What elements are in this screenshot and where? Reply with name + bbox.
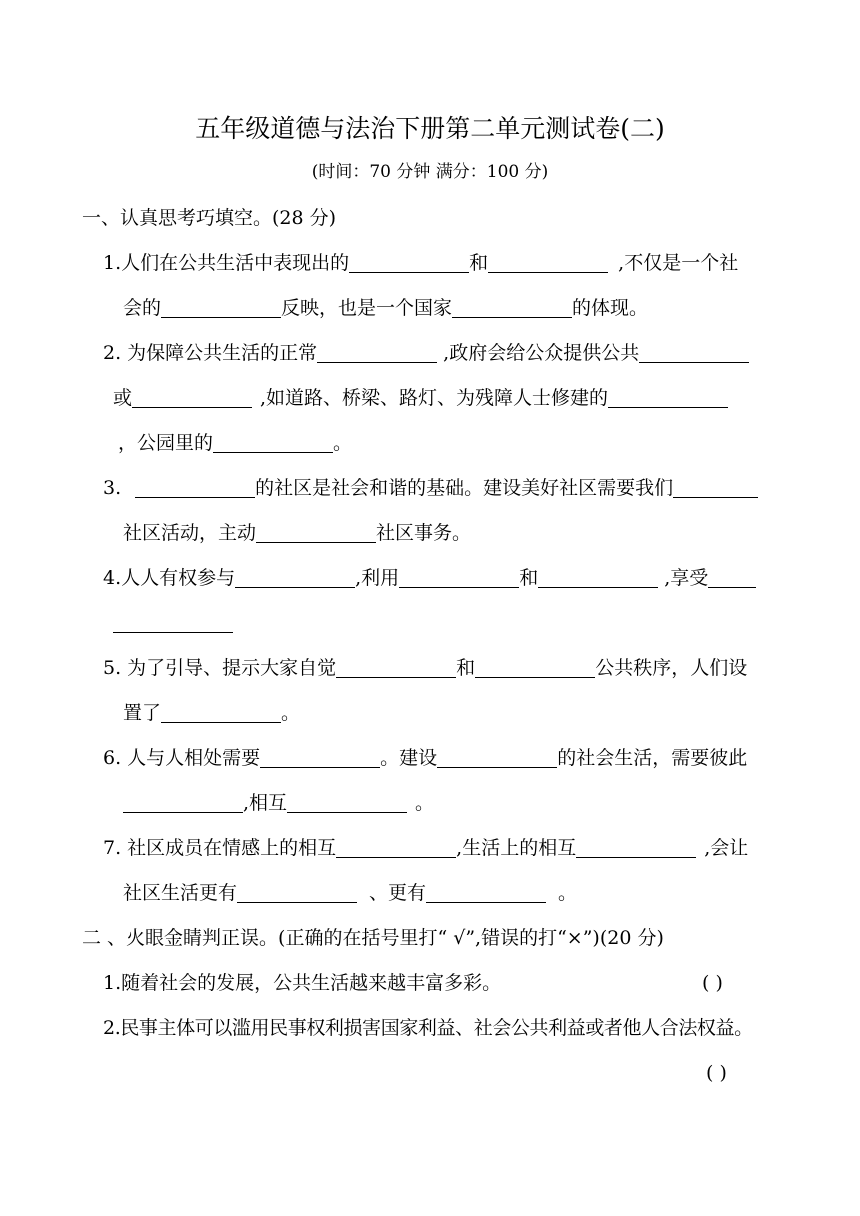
question-3-line-2	[123, 521, 471, 545]
q6-text-b: 。建设	[380, 747, 438, 769]
answer-blank[interactable]	[235, 567, 355, 588]
question-1-line-2	[123, 296, 648, 320]
answer-blank[interactable]	[213, 432, 333, 453]
q5-text-e: 。	[281, 702, 301, 724]
q5-text-b: 和	[456, 657, 476, 679]
answer-blank[interactable]	[256, 522, 376, 543]
q1-text-d: 会的	[123, 297, 162, 319]
answer-blank[interactable]	[132, 387, 252, 408]
q2-text-a: 2. 为保障公共生活的正常	[103, 342, 318, 364]
answer-blank[interactable]	[437, 747, 557, 768]
answer-blank[interactable]	[317, 342, 437, 363]
q6-text-d: ,相互	[243, 792, 288, 814]
question-1-line-1	[103, 251, 738, 275]
answer-blank[interactable]	[426, 882, 546, 903]
q2-text-c: 或	[113, 387, 133, 409]
answer-blank[interactable]	[336, 657, 456, 678]
judge-question-2: 2.民事主体可以滥用民事权利损害国家利益、社会公共利益或者他人合法权益。	[103, 1017, 753, 1039]
section2-heading: 二 、火眼金睛判正误。(正确的在括号里打“ √”,错误的打“×”)(20 分)	[82, 927, 664, 949]
q3-text-b: 的社区是社会和谐的基础。建设美好社区需要我们	[255, 477, 674, 499]
q3-text-c: 社区活动，主动	[123, 522, 257, 544]
page-title: 五年级道德与法治下册第二单元测试卷(二)	[195, 114, 665, 143]
answer-blank[interactable]	[349, 252, 469, 273]
answer-blank[interactable]	[399, 567, 519, 588]
q2-text-b: ,政府会给公众提供公共	[443, 342, 640, 364]
question-4-line-1	[103, 566, 756, 590]
q5-text-d: 置了	[123, 702, 162, 724]
answer-blank[interactable]	[336, 837, 456, 858]
q7-text-c: ,会让	[704, 837, 749, 859]
section1-heading: 一、认真思考巧填空。(28 分)	[82, 207, 337, 229]
answer-blank[interactable]	[113, 612, 233, 633]
question-2-line-1	[103, 341, 749, 365]
q6-text-e: 。	[415, 792, 435, 814]
q2-text-e: ，公园里的	[118, 432, 214, 454]
q2-text-d: ,如道路、桥梁、路灯、为残障人士修建的	[260, 387, 609, 409]
exam-info: (时间：70 分钟 满分：100 分)	[311, 162, 549, 182]
answer-blank[interactable]	[260, 747, 380, 768]
q6-text-c: 的社会生活，需要彼此	[557, 747, 748, 769]
question-6-line-1	[103, 746, 747, 770]
answer-parentheses[interactable]: ( )	[706, 1062, 727, 1084]
answer-blank[interactable]	[452, 297, 572, 318]
answer-blank[interactable]	[538, 567, 658, 588]
question-7-line-1	[103, 836, 748, 860]
answer-parentheses[interactable]: ( )	[702, 972, 723, 994]
answer-blank[interactable]	[488, 252, 608, 273]
q4-text-a: 4.人人有权参与	[103, 567, 236, 589]
q3-text-a: 3.	[103, 477, 122, 499]
answer-blank[interactable]	[673, 477, 758, 498]
answer-blank[interactable]	[287, 792, 407, 813]
q5-text-a: 5. 为了引导、提示大家自觉	[103, 657, 337, 679]
question-2-line-2	[113, 386, 728, 410]
q4-text-b: ,利用	[355, 567, 400, 589]
q2-text-f: 。	[333, 432, 353, 454]
answer-blank[interactable]	[161, 297, 281, 318]
answer-blank[interactable]	[708, 567, 756, 588]
question-7-line-2	[123, 881, 577, 905]
answer-blank[interactable]	[639, 342, 749, 363]
q4-text-c: 和	[519, 567, 539, 589]
answer-blank[interactable]	[135, 477, 255, 498]
question-6-line-2	[123, 791, 434, 815]
question-5-line-2	[123, 701, 300, 725]
answer-blank[interactable]	[608, 387, 728, 408]
q5-text-c: 公共秩序，人们设	[595, 657, 748, 679]
question-3-line-1	[103, 476, 758, 500]
question-4-line-2	[113, 611, 233, 635]
question-2-line-3	[118, 431, 352, 455]
q7-text-e: 、更有	[369, 882, 427, 904]
answer-blank[interactable]	[576, 837, 696, 858]
q3-text-d: 社区事务。	[376, 522, 472, 544]
q6-text-a: 6. 人与人相处需要	[103, 747, 261, 769]
q1-text-c: ,不仅是一个社	[618, 252, 739, 274]
answer-blank[interactable]	[237, 882, 357, 903]
question-5-line-1	[103, 656, 747, 680]
answer-blank[interactable]	[475, 657, 595, 678]
q7-text-d: 社区生活更有	[123, 882, 238, 904]
q1-text-e: 反映，也是一个国家	[281, 297, 453, 319]
q1-text-f: 的体现。	[572, 297, 649, 319]
q4-text-d: ,享受	[664, 567, 709, 589]
q1-text-a: 1.人们在公共生活中表现出的	[103, 252, 350, 274]
judge-question-1: 1.随着社会的发展，公共生活越来越丰富多彩。	[103, 972, 502, 994]
q7-text-b: ,生活上的相互	[456, 837, 577, 859]
answer-blank[interactable]	[123, 792, 243, 813]
q7-text-f: 。	[558, 882, 578, 904]
q7-text-a: 7. 社区成员在情感上的相互	[103, 837, 337, 859]
q1-text-b: 和	[469, 252, 489, 274]
answer-blank[interactable]	[161, 702, 281, 723]
